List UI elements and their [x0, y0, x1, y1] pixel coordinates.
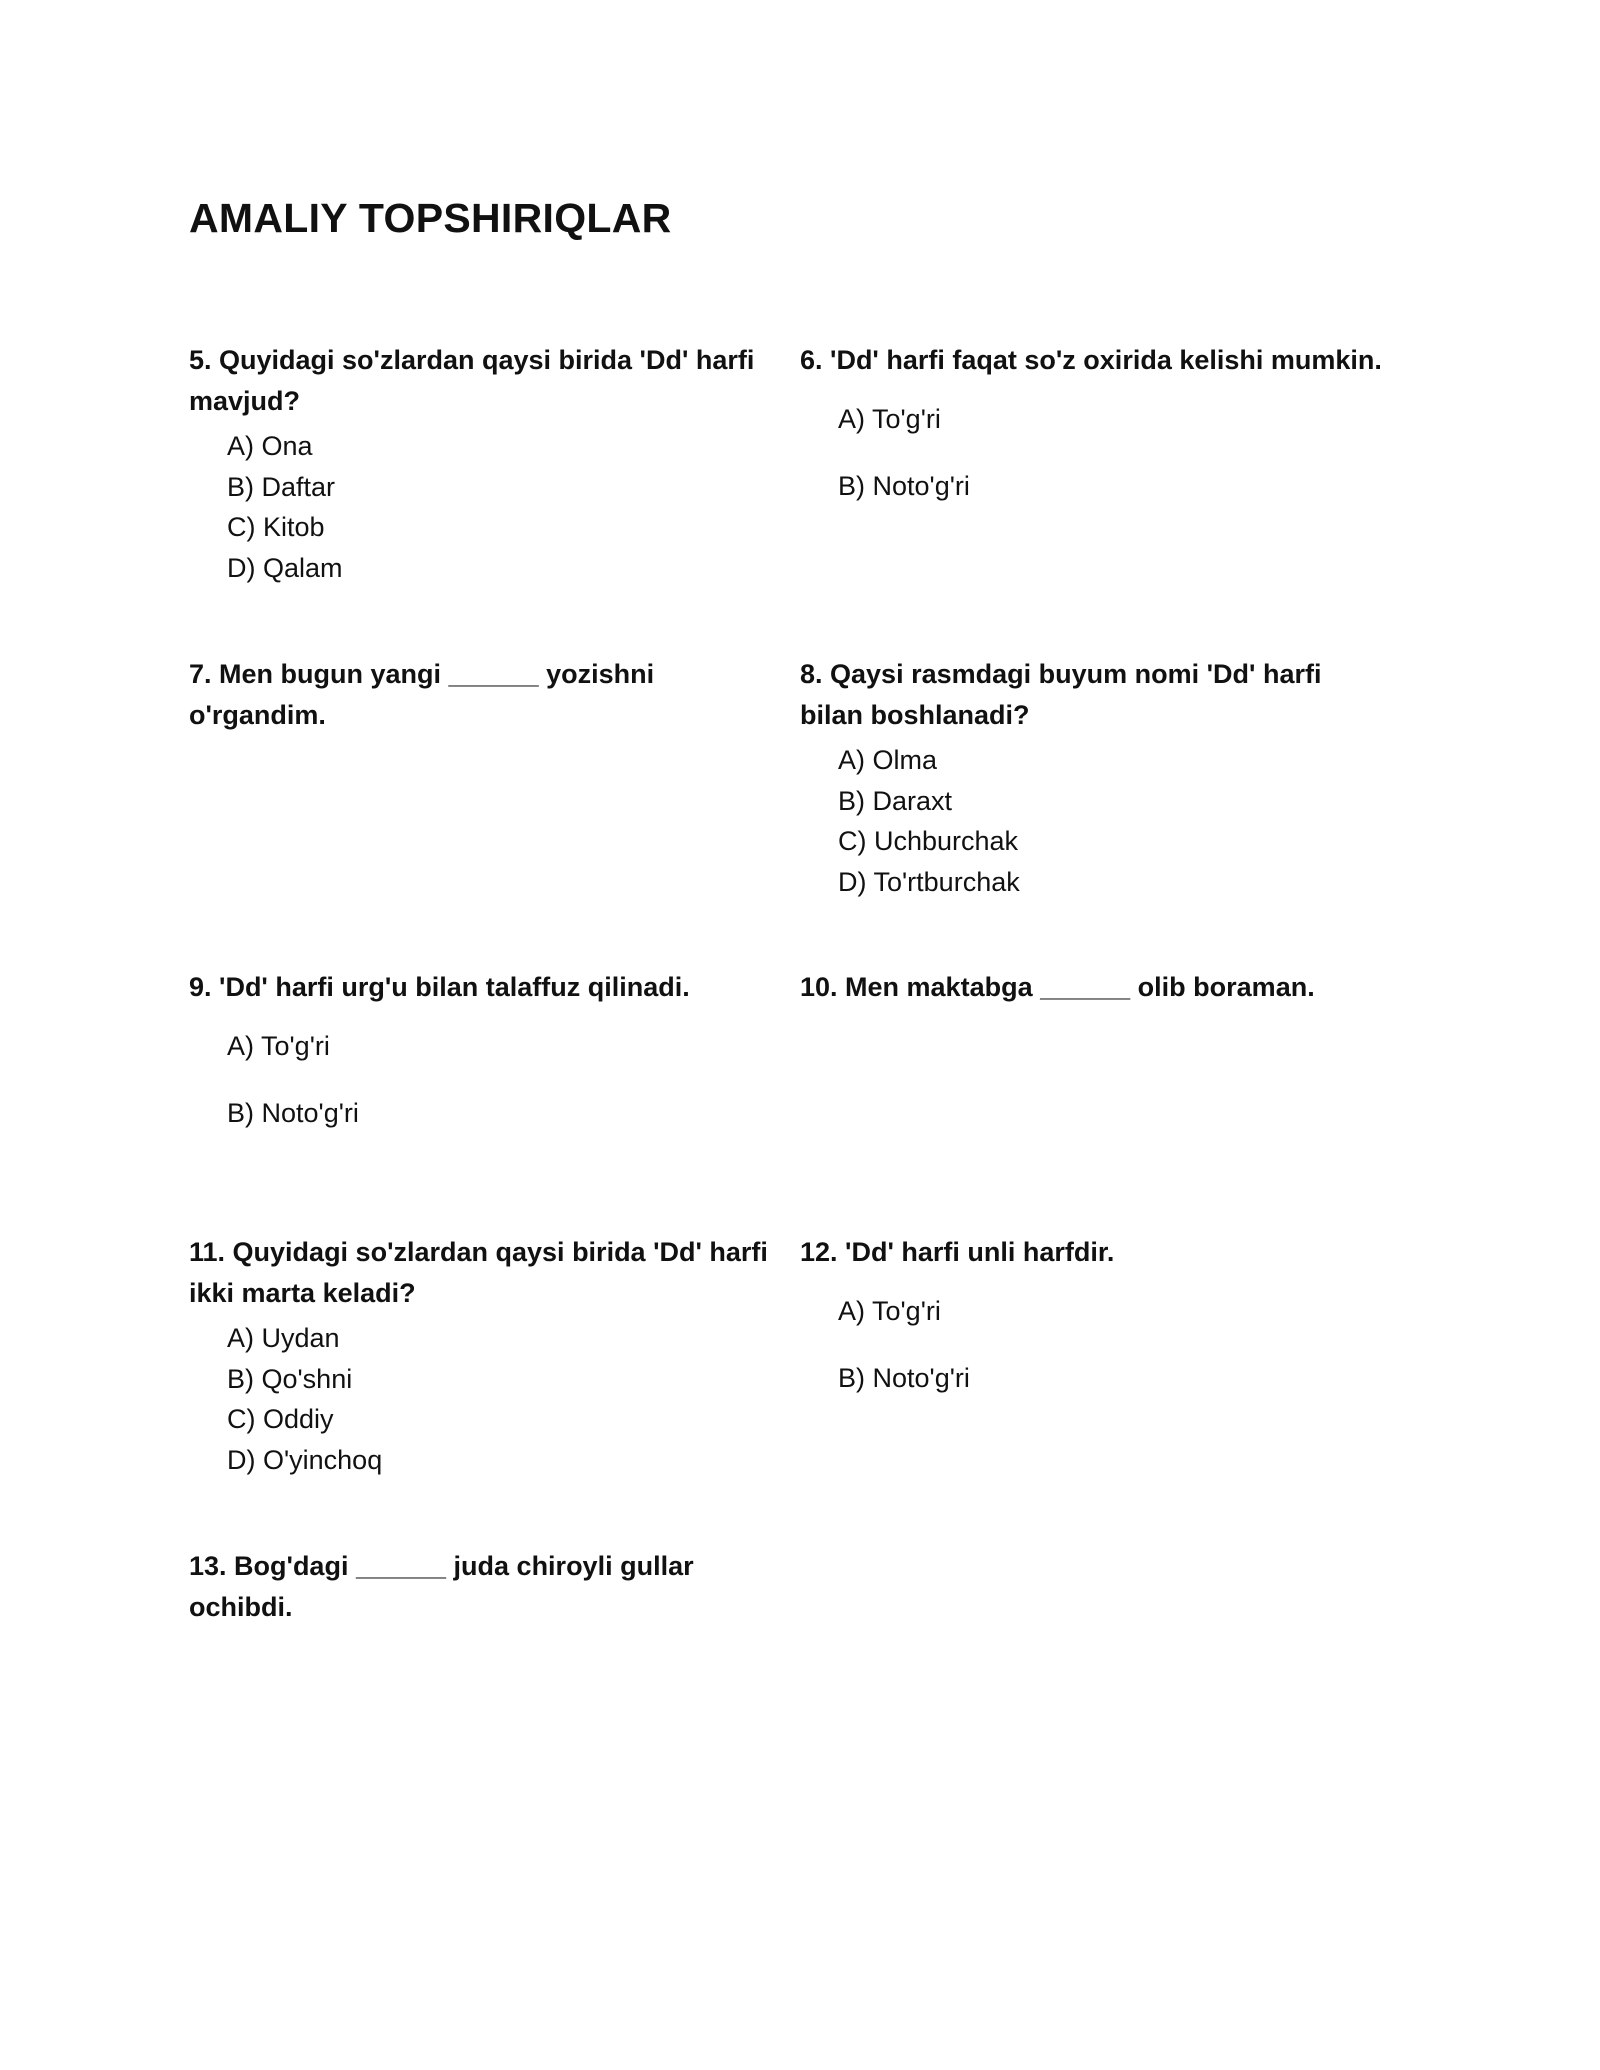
question-text: 9. 'Dd' harfi urg'u bilan talaffuz qilinadi. [189, 972, 690, 1002]
options-list [227, 1026, 779, 1133]
question-9 [189, 967, 779, 1159]
option-a[interactable]: A) To'g'ri [838, 404, 941, 434]
option-a[interactable]: A) Olma [838, 745, 938, 775]
options-list [227, 1318, 779, 1480]
question-text: 6. 'Dd' harfi faqat so'z oxirida kelishi mumkin. [800, 345, 1382, 375]
question-8 [800, 654, 1390, 902]
question-13 [189, 1546, 779, 1628]
option-b[interactable]: B) Noto'g'ri [838, 1362, 970, 1393]
question-text: 10. Men maktabga ______ olib boraman. [800, 972, 1315, 1002]
option-a[interactable]: A) Ona [227, 431, 313, 461]
option-d[interactable]: D) O'yinchoq [227, 1444, 383, 1475]
question-7 [189, 654, 779, 736]
option-b[interactable]: B) Qo'shni [227, 1363, 353, 1394]
options-list [227, 426, 779, 588]
option-b[interactable]: B) Daftar [227, 471, 336, 502]
option-a[interactable]: A) To'g'ri [838, 1296, 941, 1326]
option-a[interactable]: A) Uydan [227, 1323, 340, 1353]
question-text: 5. Quyidagi so'zlardan qaysi birida 'Dd' harfi mavjud? [189, 345, 755, 416]
question-text: 7. Men bugun yangi ______ yozishni o'rgandim. [189, 659, 655, 730]
question-text: 12. 'Dd' harfi unli harfdir. [800, 1237, 1115, 1267]
option-c[interactable]: C) Oddiy [227, 1404, 334, 1434]
page-title: AMALIY TOPSHIRIQLAR [189, 195, 672, 241]
option-a[interactable]: A) To'g'ri [227, 1031, 330, 1061]
option-b[interactable]: B) Noto'g'ri [227, 1097, 359, 1128]
question-5 [189, 340, 779, 588]
question-text: 8. Qaysi rasmdagi buyum nomi 'Dd' harfi bilan boshlanadi? [800, 659, 1322, 730]
question-text: 13. Bog'dagi ______ juda chiroyli gullar ochibdi. [189, 1551, 694, 1622]
option-b[interactable]: B) Noto'g'ri [838, 470, 970, 501]
question-6 [800, 340, 1390, 532]
option-d[interactable]: D) To'rtburchak [838, 866, 1020, 897]
options-list [838, 740, 1390, 902]
option-c[interactable]: C) Uchburchak [838, 826, 1019, 856]
option-c[interactable]: C) Kitob [227, 512, 325, 542]
option-d[interactable]: D) Qalam [227, 552, 343, 583]
options-list [838, 1291, 1390, 1398]
question-text: 11. Quyidagi so'zlardan qaysi birida 'Dd' harfi ikki marta keladi? [189, 1237, 768, 1308]
options-list [838, 399, 1390, 506]
question-11 [189, 1232, 779, 1480]
question-12 [800, 1232, 1390, 1424]
option-b[interactable]: B) Daraxt [838, 785, 953, 816]
question-10 [800, 967, 1390, 1008]
